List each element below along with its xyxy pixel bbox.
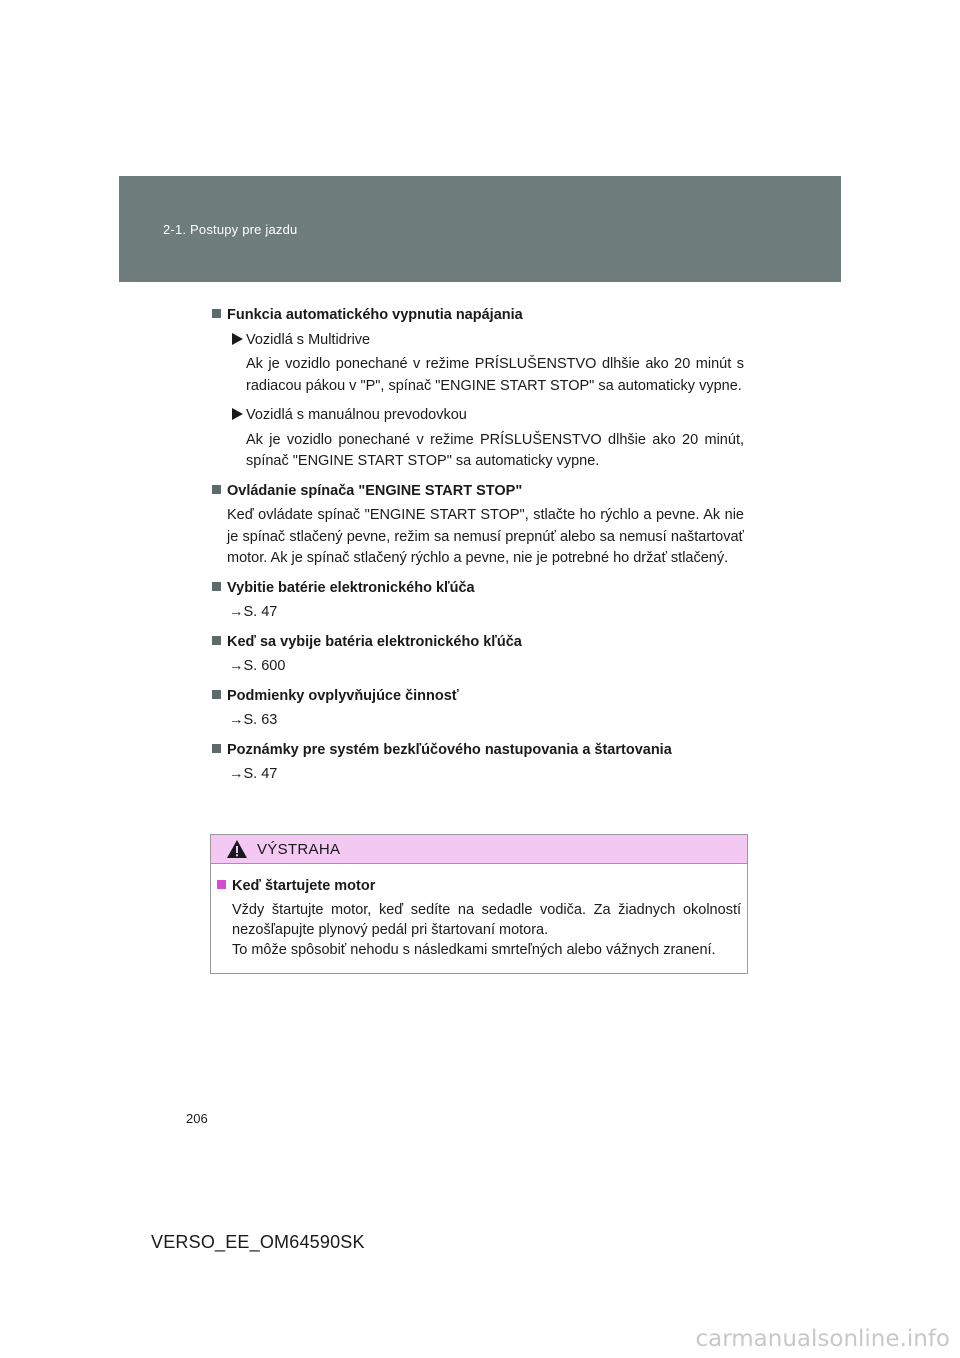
multidrive-text: Ak je vozidlo ponechané v režime PRÍSLUŠENSTVO dlhšie ako 20 minút s radiacou pákou v "P", spínač "ENGINE START STOP" sa automaticky vypne. xyxy=(246,356,744,394)
triangle-bullet-icon xyxy=(232,333,243,345)
heading-conditions xyxy=(212,686,744,708)
heading-text: Vybitie batérie elektronického kľúča xyxy=(227,579,475,596)
document-code: VERSO_EE_OM64590SK xyxy=(151,1232,365,1252)
warning-text-2: To môže spôsobiť nehodu s následkami smrteľných alebo vážnych zranení. xyxy=(232,942,716,958)
warning-body xyxy=(211,864,747,960)
main-content xyxy=(212,305,744,794)
sub-manual xyxy=(232,405,744,427)
heading-notes xyxy=(212,740,744,762)
warning-header xyxy=(211,835,747,864)
triangle-bullet-icon xyxy=(232,408,243,420)
heading-text: Podmienky ovplyvňujúce činnosť xyxy=(227,687,459,704)
sub-label: Vozidlá s Multidrive xyxy=(246,331,371,348)
warning-triangle-icon xyxy=(226,839,248,859)
square-bullet-icon xyxy=(212,309,221,318)
page-reference: →S. 600 xyxy=(229,658,286,674)
square-bullet-icon xyxy=(217,880,226,889)
square-bullet-icon xyxy=(212,485,221,494)
heading-battery-discharge xyxy=(212,578,744,600)
heading-text: Funkcia automatického vypnutia napájania xyxy=(227,307,523,323)
heading-text: Poznámky pre systém bezkľúčového nastupovania a štartovania xyxy=(227,741,672,758)
page-reference: →S. 47 xyxy=(229,766,278,782)
warning-text-1: Vždy štartujte motor, keď sedíte na sedadle vodiča. Za žiadnych okolností nezošľapujte plynový pedál pri štartovaní motora. xyxy=(232,902,741,938)
heading-auto-off xyxy=(212,305,744,327)
sub-multidrive xyxy=(232,330,744,352)
watermark: carmanualsonline.info xyxy=(695,1326,950,1352)
sub-label: Vozidlá s manuálnou prevodovkou xyxy=(246,407,467,423)
heading-text: Keď sa vybije batéria elektronického kľúča xyxy=(227,633,522,650)
warning-box xyxy=(210,834,748,974)
header-band xyxy=(119,176,841,282)
page-reference: →S. 63 xyxy=(229,712,278,728)
section-title: 2-1. Postupy pre jazdu xyxy=(163,222,298,237)
heading-switch-operation xyxy=(212,481,744,503)
heading-text: Keď štartujete motor xyxy=(232,878,376,894)
page-reference: →S. 47 xyxy=(229,604,278,620)
switch-operation-text: Keď ovládate spínač "ENGINE START STOP", stlačte ho rýchlo a pevne. Ak nie je spínač stlačený pevne, režim sa nemusí prepnúť alebo sa nemusí naštartovať motor. Ak je spínač stlačený rýchlo a pevne, nie je potrebné ho držať stlačený. xyxy=(227,507,744,566)
heading-text: Ovládanie spínača "ENGINE START STOP" xyxy=(227,482,523,499)
heading-battery-dead xyxy=(212,632,744,654)
square-bullet-icon xyxy=(212,690,221,699)
square-bullet-icon xyxy=(212,636,221,645)
page-number: 206 xyxy=(186,1111,208,1126)
square-bullet-icon xyxy=(212,744,221,753)
warning-heading xyxy=(217,876,741,896)
square-bullet-icon xyxy=(212,582,221,591)
warning-label: VÝSTRAHA xyxy=(257,840,341,858)
manual-text: Ak je vozidlo ponechané v režime PRÍSLUŠENSTVO dlhšie ako 20 minút, spínač "ENGINE START STOP" sa automaticky vypne. xyxy=(246,431,744,469)
